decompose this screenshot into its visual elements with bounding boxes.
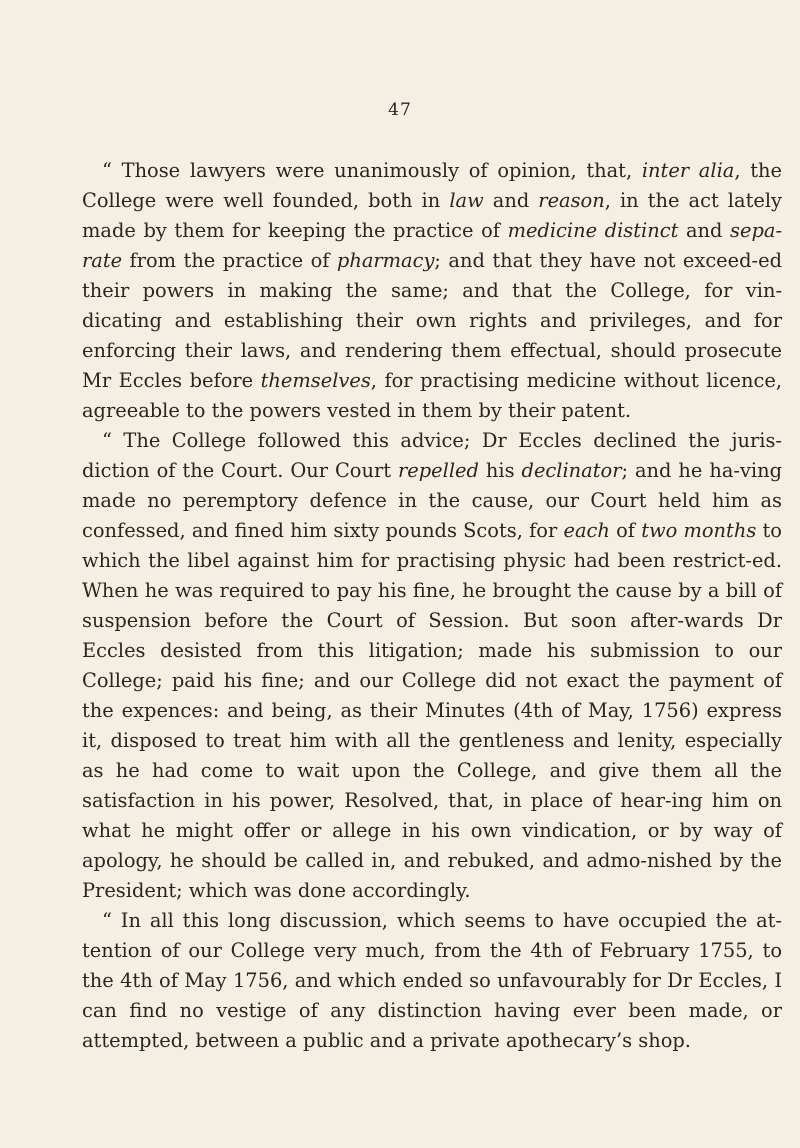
text-run: and bbox=[678, 219, 731, 242]
italic-text: repelled bbox=[398, 459, 479, 482]
italic-text: medicine distinct bbox=[507, 219, 679, 242]
text-run: , the College were well founded, both in bbox=[82, 159, 782, 212]
paragraph bbox=[82, 906, 782, 1056]
text-run: , for practising medicine without licence, agreeable to the powers vested in them by their patent. bbox=[82, 369, 782, 422]
text-run: to which the libel against him for practising physic had been restrict-ed. When he was required to pay his fine, he brought the cause by a bill of suspension before the Court of Session. But soon after-wards Dr Eccles desisted from this litigation; made his submission to our College; paid his fine; and our College did not exact the payment of the expences: and being, as their Minutes (4th of May, 1756) express it, disposed to treat him with all the gentleness and lenity, especially as he had come to wait upon the College, and give them all the satisfaction in his power, Resolved, that, in place of hear-ing him on what he might offer or allege in his own vindication, or by way of apology, he should be called in, and rebuked, and admo-nished by the President; which was done accordingly. bbox=[82, 519, 782, 902]
italic-text: declinator bbox=[521, 459, 622, 482]
text-run: ; and that they have not exceed-ed their powers in making the same; and that the College, for vin-dicating and establishing their own rights and privileges, and for enforcing their laws, and rendering them effectual, should prosecute Mr Eccles before bbox=[82, 249, 782, 392]
text-run: of bbox=[609, 519, 642, 542]
italic-text: themselves bbox=[260, 369, 371, 392]
italic-text: law bbox=[449, 189, 484, 212]
text-run: ; and he ha-ving made no peremptory defence in the cause, our Court held him as confessed, and fined him sixty pounds Scots, for bbox=[82, 459, 782, 542]
paragraph bbox=[82, 426, 782, 906]
text-run: “ Those lawyers were unanimously of opinion, that, bbox=[102, 159, 642, 182]
italic-text: reason bbox=[538, 189, 605, 212]
text-run: his bbox=[478, 459, 522, 482]
text-run: “ The College followed this advice; Dr Eccles declined the juris-diction of the Court. Our Court bbox=[82, 429, 782, 482]
italic-text: inter alia bbox=[641, 159, 735, 182]
text-run: and bbox=[483, 189, 539, 212]
italic-text: pharmacy bbox=[336, 249, 435, 272]
italic-text: each bbox=[563, 519, 610, 542]
text-run: “ In all this long discussion, which seems to have occupied the at-tention of our College very much, from the 4th of February 1755, to the 4th of May 1756, and which ended so unfavourably for Dr Eccles, I can find no vestige of any distinction having ever been made, or attempted, between a public and a private apothecary’s shop. bbox=[82, 909, 782, 1052]
paragraph bbox=[82, 156, 782, 426]
body-text bbox=[82, 156, 782, 1056]
text-run: , in the act lately made by them for keeping the practice of bbox=[82, 189, 782, 242]
italic-text: sepa-rate bbox=[82, 219, 782, 272]
italic-text: two months bbox=[641, 519, 757, 542]
page-number: 47 bbox=[388, 100, 412, 120]
text-run: from the practice of bbox=[122, 249, 337, 272]
